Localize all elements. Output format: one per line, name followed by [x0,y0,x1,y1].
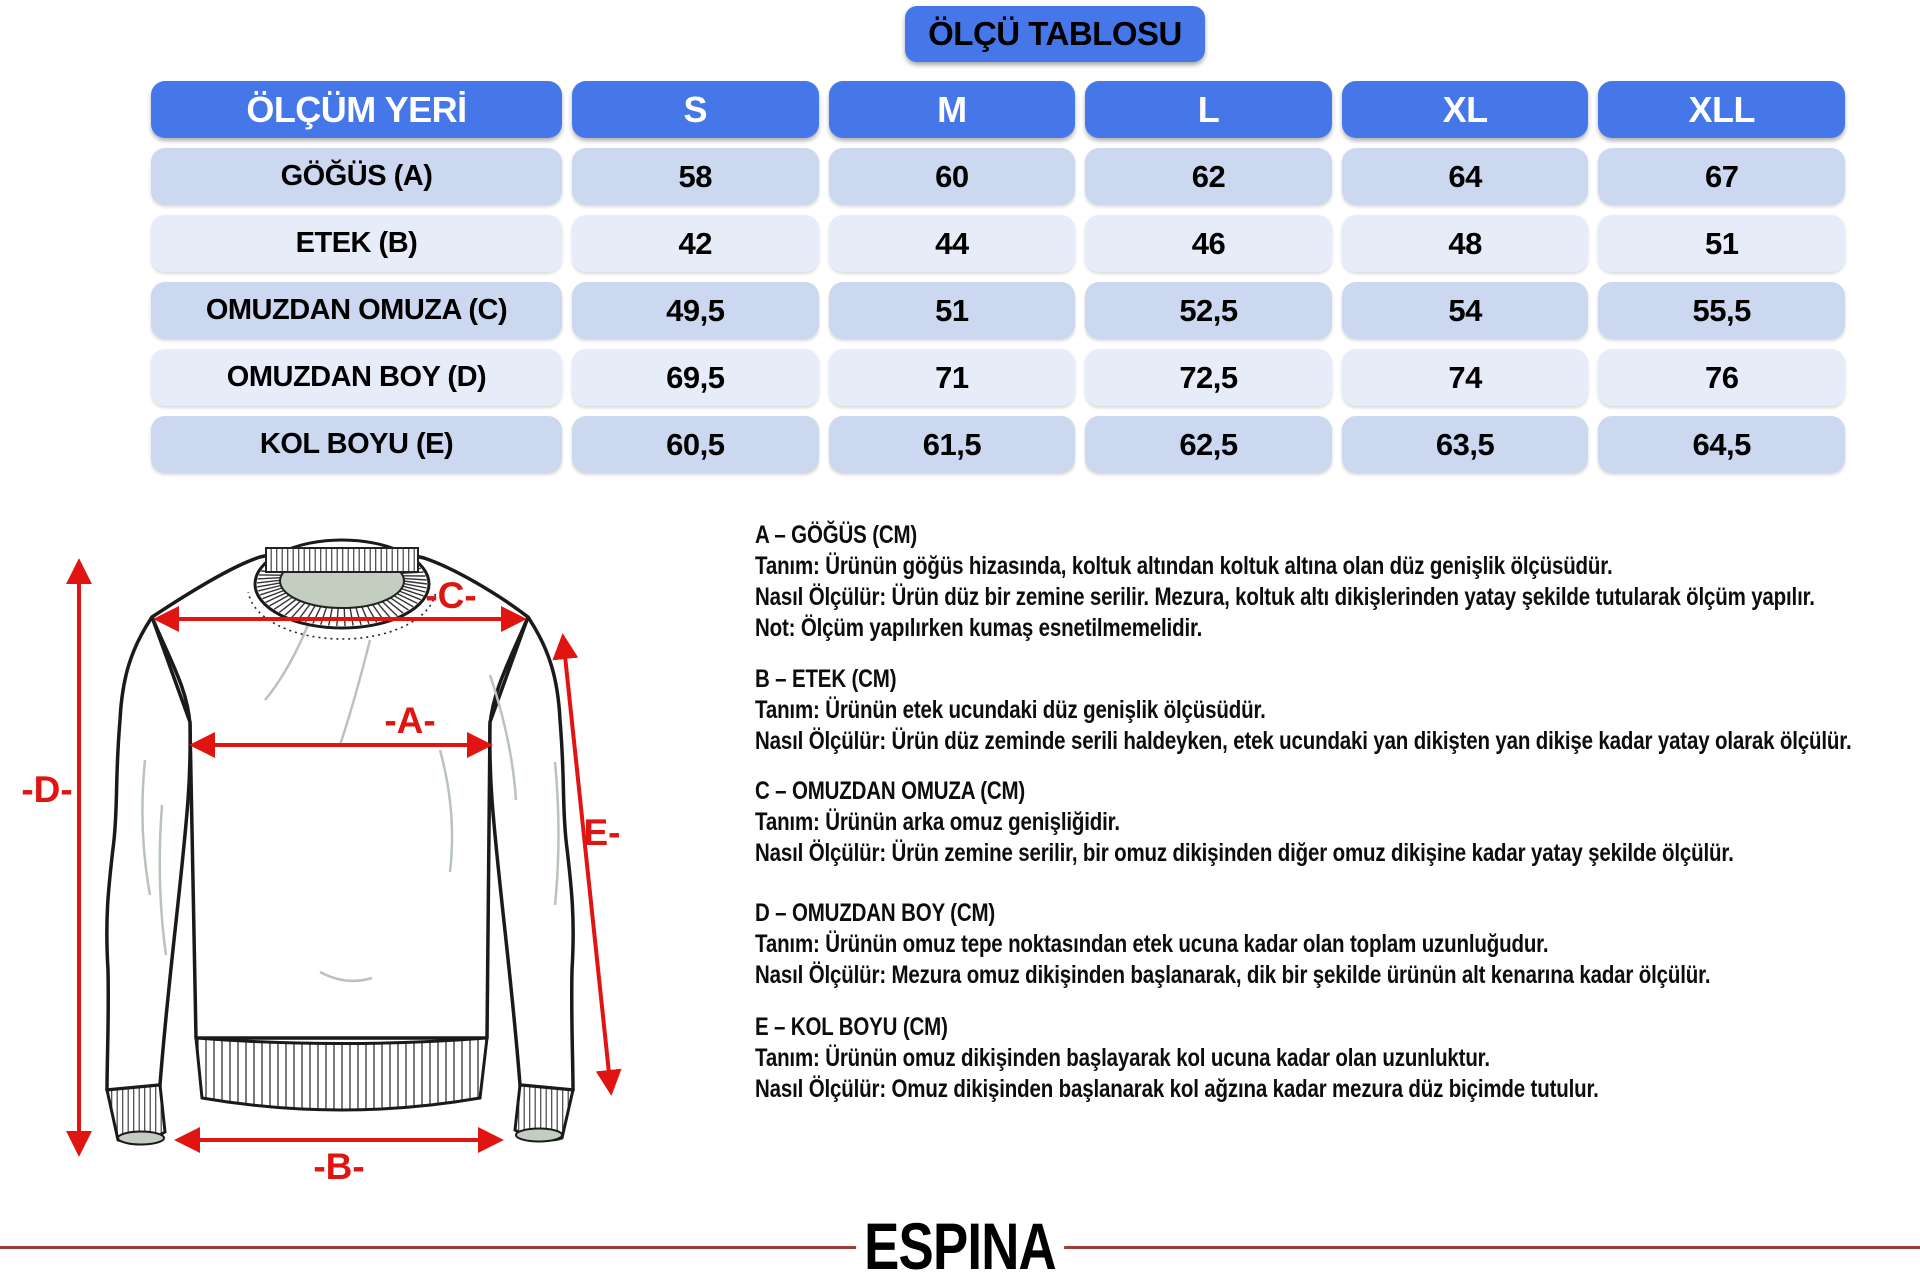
label-b: -B- [313,1146,364,1187]
column-header-size-3: L [1085,81,1332,138]
size-value: 60 [829,148,1076,205]
size-value: 72,5 [1085,349,1332,406]
size-value: 42 [572,215,819,272]
row-label: OMUZDAN BOY (D) [151,349,562,406]
section-line: Tanım: Ürünün göğüs hizasında, koltuk altından koltuk altına olan düz genişlik ölçüsüdür. [755,551,1815,582]
section-heading: D – OMUZDAN BOY (CM) [755,898,1710,929]
size-value: 44 [829,215,1076,272]
size-chart-title: ÖLÇÜ TABLOSU [905,6,1205,62]
left-cuff-opening [118,1132,164,1145]
measure-section [755,664,1852,757]
size-value: 51 [829,282,1076,339]
section-line: Nasıl Ölçülür: Mezura omuz dikişinden başlanarak, dik bir şekilde ürünün alt kenarına kadar ölçülür. [755,960,1710,991]
garment-diagram [10,500,720,1190]
size-value: 51 [1598,215,1845,272]
right-sleeve [490,617,573,1090]
section-heading: E – KOL BOYU (CM) [755,1012,1599,1043]
brand-logo: ESPINA [856,1213,1064,1279]
column-header-measure: ÖLÇÜM YERİ [151,81,562,138]
section-line: Nasıl Ölçülür: Omuz dikişinden başlanarak kol ağzına kadar mezura düz biçimde tutulur. [755,1074,1599,1105]
size-value: 46 [1085,215,1332,272]
measure-descriptions [755,0,1920,1190]
size-value: 74 [1342,349,1589,406]
size-value: 55,5 [1598,282,1845,339]
section-line: Tanım: Ürünün etek ucundaki düz genişlik ölçüsüdür. [755,695,1852,726]
label-d: -D- [21,769,72,810]
section-line: Tanım: Ürünün arka omuz genişliğidir. [755,807,1734,838]
label-c: -C- [425,575,476,616]
section-line: Nasıl Ölçülür: Ürün düz zeminde serili haldeyken, etek ucundaki yan dikişten yan dikişe kadar yatay olarak ölçülür. [755,726,1852,757]
section-line: Not: Ölçüm yapılırken kumaş esnetilmemelidir. [755,613,1815,644]
size-value: 61,5 [829,416,1076,473]
section-line: Tanım: Ürünün omuz tepe noktasından etek ucuna kadar olan toplam uzunluğudur. [755,929,1710,960]
column-header-size-2: M [829,81,1076,138]
back-neck-band [266,548,418,572]
row-label: KOL BOYU (E) [151,416,562,473]
size-value: 52,5 [1085,282,1332,339]
measure-section [755,776,1734,869]
measure-section [755,520,1815,644]
column-header-size-1: S [572,81,819,138]
size-value: 67 [1598,148,1845,205]
column-header-size-4: XL [1342,81,1589,138]
section-line: Nasıl Ölçülür: Ürün zemine serilir, bir omuz dikişinden diğer omuz dikişine kadar yatay şekilde ölçülür. [755,838,1734,869]
row-label: OMUZDAN OMUZA (C) [151,282,562,339]
size-value: 69,5 [572,349,819,406]
size-value: 62,5 [1085,416,1332,473]
row-label: GÖĞÜS (A) [151,148,562,205]
hem-band [196,1038,487,1110]
size-value: 71 [829,349,1076,406]
row-label: ETEK (B) [151,215,562,272]
size-value: 58 [572,148,819,205]
section-line: Tanım: Ürünün omuz dikişinden başlayarak kol ucuna kadar olan uzunluktur. [755,1043,1599,1074]
measure-section [755,898,1710,991]
measure-section [755,1012,1599,1105]
right-cuff-opening [516,1129,562,1142]
column-header-size-5: XLL [1598,81,1845,138]
size-value: 62 [1085,148,1332,205]
section-heading: A – GÖĞÜS (CM) [755,520,1815,551]
label-a: -A- [384,700,435,741]
label-e: E- [584,812,621,853]
section-heading: B – ETEK (CM) [755,664,1852,695]
size-value: 48 [1342,215,1589,272]
size-value: 76 [1598,349,1845,406]
size-value: 64 [1342,148,1589,205]
left-sleeve [107,617,190,1090]
section-heading: C – OMUZDAN OMUZA (CM) [755,776,1734,807]
size-value: 64,5 [1598,416,1845,473]
section-line: Nasıl Ölçülür: Ürün düz bir zemine serilir. Mezura, koltuk altı dikişlerinden yatay şekilde tutularak ölçüm yapılır. [755,582,1815,613]
sweatshirt-diagram [10,500,720,1190]
size-value: 54 [1342,282,1589,339]
size-value: 63,5 [1342,416,1589,473]
size-value: 49,5 [572,282,819,339]
size-value: 60,5 [572,416,819,473]
